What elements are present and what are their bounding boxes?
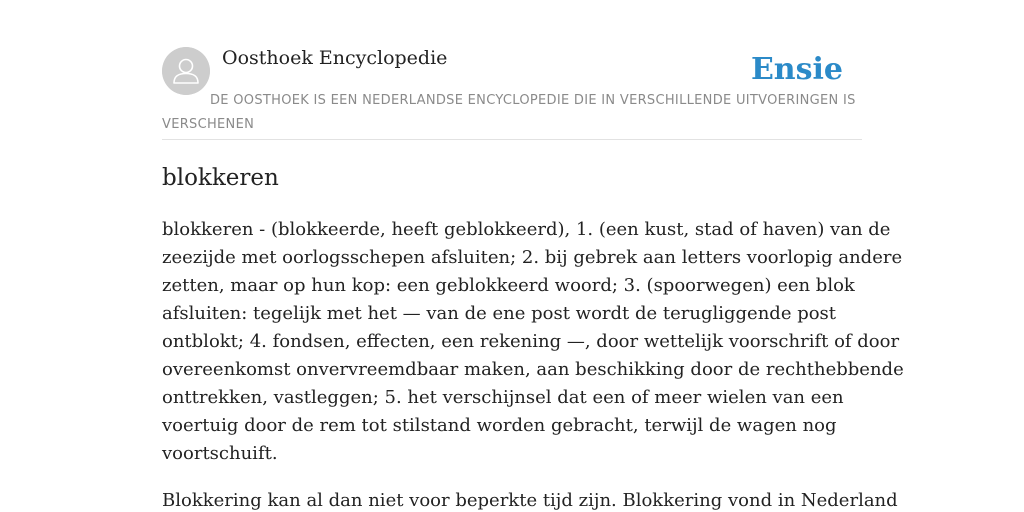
entry-line: voertuig door de rem tot stilstand worden gebracht, terwijl de wagen nog bbox=[162, 415, 837, 436]
entry-line: ontblokt; 4. fondsen, effecten, een rekening —, door wettelijk voorschrift of door bbox=[162, 331, 900, 352]
entry-line: overeenkomst onvervreemdbaar maken, aan beschikking door de rechthebbende bbox=[162, 359, 904, 380]
entry-line: blokkeren - (blokkeerde, heeft geblokkeerd), 1. (een kust, stad of haven) van de bbox=[162, 219, 891, 240]
entry-line: zeezijde met oorlogsschepen afsluiten; 2. bij gebrek aan letters voorlopig andere bbox=[162, 247, 903, 268]
entry-line: onttrekken, vastleggen; 5. het verschijnsel dat een of meer wielen van een bbox=[162, 387, 844, 408]
user-avatar-icon[interactable] bbox=[162, 47, 210, 95]
site-tagline: DE OOSTHOEK IS EEN NEDERLANDSE ENCYCLOPEDIE DIE IN VERSCHILLENDE UITVOERINGEN IS VERSCHENEN bbox=[162, 93, 856, 132]
header-divider bbox=[162, 139, 862, 140]
entry-line: zetten, maar op hun kop: een geblokkeerd woord; 3. (spoorwegen) een blok bbox=[162, 275, 855, 296]
entry-title: blokkeren bbox=[162, 165, 279, 191]
entry-line: afsluiten: tegelijk met het — van de ene post wordt de terugliggende post bbox=[162, 303, 837, 324]
entry-line: voortschuift. bbox=[162, 443, 278, 464]
entry-paragraph-2: Blokkering kan al dan niet voor beperkte tijd zijn. Blokkering vond in Nederland bbox=[162, 490, 898, 511]
entry-paragraph-1 bbox=[162, 216, 904, 468]
site-name[interactable]: Oosthoek Encyclopedie bbox=[222, 47, 448, 69]
brand-logo[interactable]: Ensie bbox=[750, 52, 843, 87]
